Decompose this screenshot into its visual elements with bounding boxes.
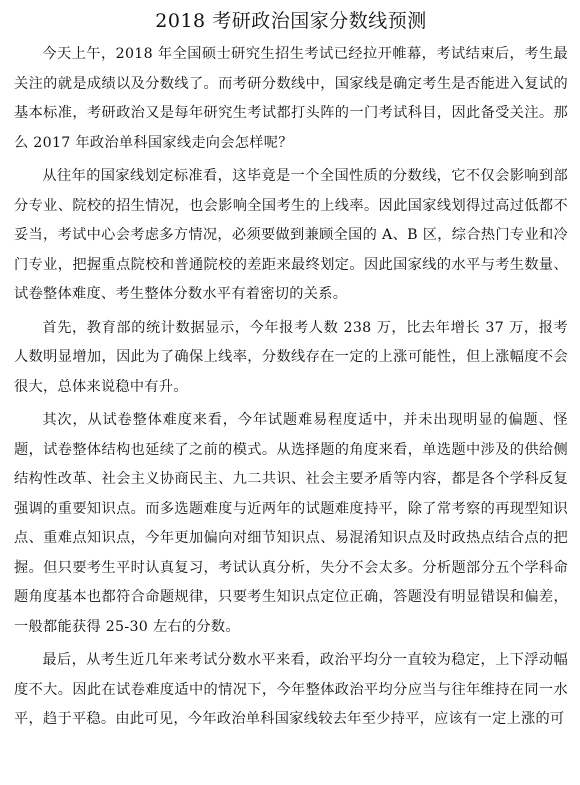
paragraph-second: 其次，从试卷整体难度来看，今年试题难易程度适中，并未出现明显的偏题、怪题，试卷整体结构也延续了之前的模式。从选择题的角度来看，单选题中涉及的供给侧结构性改革、社会主义协商民主、九二共识、社会主要矛盾等内容，都是各个学科反复强调的重要知识点。而多选题难度与近两年的试题难度持平，除了常考察的再现型知识点、重难点知识点，今年更加偏向对细节知识点、易混淆知识点及时政热点结合点的把握。但只要考生平时认真复习，考试认真分析，失分不会太多。分析题部分五个学科命题角度基本也都符合命题规律，只要考生知识点定位正确，答题没有明显错误和偏差，一般都能获得 25-30 左右的分数。 <box>14 412 568 635</box>
paragraph-intro: 今天上午，2018 年全国硕士研究生招生考试已经拉开帷幕，考试结束后，考生最关注的就是成绩以及分数线了。而考研分数线中，国家线是确定考生是否能进入复试的基本标准，考研政治又是每年研究生考试都打头阵的一门考试科目，因此备受关注。那么 2017 年政治单科国家线走向会怎样呢？ <box>14 46 568 151</box>
paragraph-standard: 从往年的国家线划定标准看，这毕竟是一个全国性质的分数线，它不仅会影响到部分专业、院校的招生情况，也会影响全国考生的上线率。因此国家线划得过高过低都不妥当，考试中心会考虑多方情况，必须要做到兼顾全国的 A、B 区，综合热门专业和冷门专业，把握重点院校和普通院校的差距来最终划定。因此国家线的水平与考生数量、试卷整体难度、考生整体分数水平有着密切的关系。 <box>14 168 568 302</box>
paragraph-first: 首先，教育部的统计数据显示，今年报考人数 238 万，比去年增长 37 万，报考人数明显增加，因此为了确保上线率，分数线存在一定的上涨可能性，但上涨幅度不会很大，总体来说稳中有升。 <box>14 319 568 395</box>
paragraph-last: 最后，从考生近几年来考试分数水平来看，政治平均分一直较为稳定，上下浮动幅度不大。因此在试卷难度适中的情况下，今年整体政治平均分应当与往年维持在同一水平，趋于平稳。由此可见，今年政治单科国家线较去年至少持平，应该有一定上涨的可 <box>14 652 568 727</box>
page-title: 2018 考研政治国家分数线预测 <box>155 10 427 32</box>
